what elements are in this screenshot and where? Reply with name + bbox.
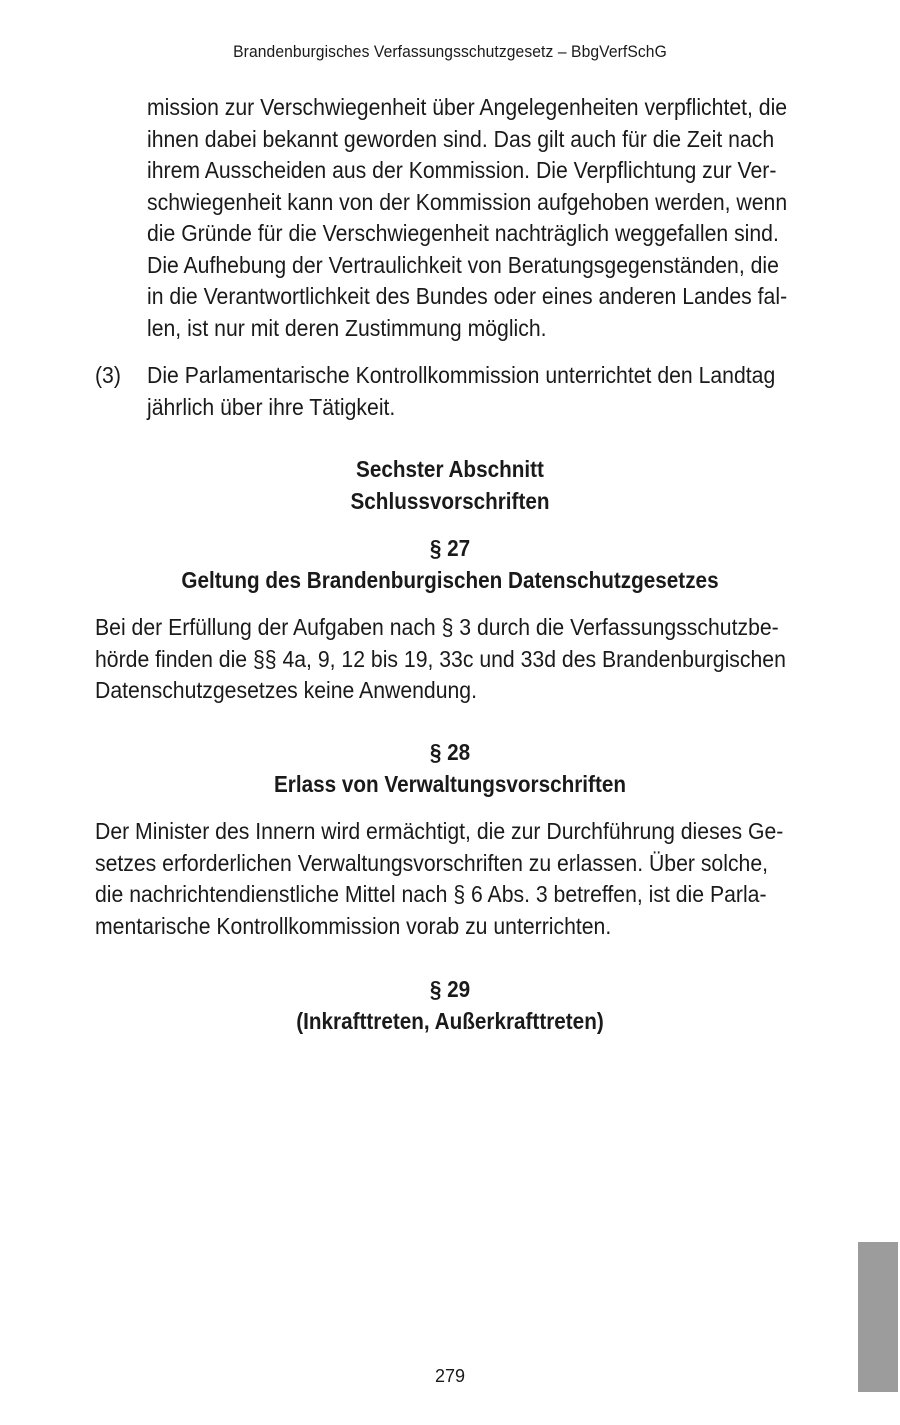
running-header: Brandenburgisches Verfassungsschutzgesetz – BbgVerfSchG — [233, 42, 667, 61]
text-line: in die Verantwortlichkeit des Bundes oder eines anderen Landes fal- — [147, 283, 788, 309]
item-3-paragraph — [147, 360, 802, 423]
text-line: mission zur Verschwiegenheit über Angelegenheiten verpflichtet, die — [147, 94, 788, 120]
paragraph-number: § 29 — [429, 976, 471, 1002]
continuation-paragraph — [147, 92, 802, 344]
section-label: Sechster Abschnitt — [356, 456, 544, 482]
paragraph-title: Erlass von Verwaltungsvorschriften — [273, 770, 627, 797]
paragraph-number: § 28 — [429, 739, 471, 765]
paragraph-28-body — [95, 816, 803, 942]
paragraph-27-heading — [0, 533, 900, 596]
section-heading — [0, 454, 900, 517]
paragraph-title: (Inkrafttreten, Außerkrafttreten) — [296, 1007, 604, 1034]
text-line: hörde finden die §§ 4a, 9, 12 bis 19, 33c und 33d des Brandenburgischen — [95, 645, 786, 672]
page-number: 279 — [434, 1366, 466, 1386]
item-number: (3) — [95, 362, 121, 388]
paragraph-number: § 27 — [429, 535, 471, 561]
text-line: setzes erforderlichen Verwaltungsvorschriften zu erlassen. Über solche, — [95, 849, 769, 876]
paragraph-27-body — [95, 612, 803, 707]
text-line: Bei der Erfüllung der Aufgaben nach § 3 durch die Verfassungsschutzbe- — [95, 614, 779, 640]
text-line: die nachrichtendienstliche Mittel nach § 6 Abs. 3 betreffen, ist die Parla- — [95, 881, 767, 907]
paragraph-29-heading — [0, 974, 900, 1037]
text-line: len, ist nur mit deren Zustimmung möglich. — [147, 314, 547, 341]
paragraph-28-heading — [0, 737, 900, 800]
text-line: ihnen dabei bekannt geworden sind. Das gilt auch für die Zeit nach — [147, 125, 775, 152]
text-line: jährlich über ihre Tätigkeit. — [147, 393, 396, 420]
text-line: Die Parlamentarische Kontrollkommission unterrichtet den Landtag — [147, 362, 776, 388]
text-line: schwiegenheit kann von der Kommission aufgehoben werden, wenn — [147, 188, 788, 215]
paragraph-title: Geltung des Brandenburgischen Datenschutzgesetzes — [181, 566, 719, 593]
text-line: mentarische Kontrollkommission vorab zu unterrichten. — [95, 912, 612, 939]
text-line: Der Minister des Innern wird ermächtigt, die zur Durchführung dieses Ge- — [95, 818, 784, 844]
text-line: die Gründe für die Verschwiegenheit nachträglich weggefallen sind. — [147, 220, 779, 246]
text-line: Datenschutzgesetzes keine Anwendung. — [95, 677, 477, 703]
text-line: ihrem Ausscheiden aus der Kommission. Die Verpflichtung zur Ver- — [147, 157, 777, 183]
text-line: Die Aufhebung der Vertraulichkeit von Beratungsgegenständen, die — [147, 251, 779, 278]
section-title: Schlussvorschriften — [350, 487, 550, 514]
